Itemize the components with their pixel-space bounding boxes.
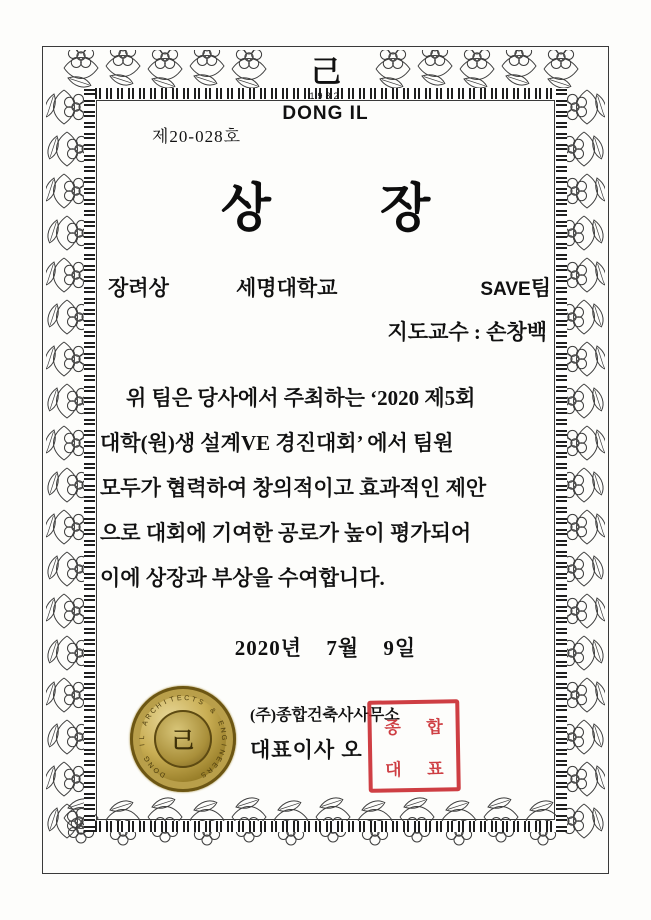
company-logo (100, 55, 551, 125)
greek-key-border-bottom (84, 821, 567, 832)
greek-key-border-left (84, 88, 95, 832)
document-number: 제20-028호 (152, 127, 242, 146)
issue-date-day: 9일 (383, 636, 417, 660)
red-official-stamp (367, 699, 461, 793)
stamp-char: 대 (385, 759, 402, 781)
stamp-char: 합 (426, 716, 444, 738)
issue-date (100, 632, 551, 662)
page-title: 상 장 (220, 181, 479, 238)
advisor-label: 지도교수 : (387, 320, 481, 344)
gold-seal-emblem (130, 686, 236, 792)
gold-seal-center-mark: 己 (154, 710, 212, 768)
body-line: 이에 상장과 부상을 수여합니다. (100, 566, 385, 590)
signature-name: 오 (341, 738, 363, 762)
greek-key-border-right (556, 88, 567, 832)
body-line: 모두가 협력하여 창의적이고 효과적인 제안 (100, 476, 487, 500)
logo-year: 1982 (309, 91, 342, 101)
issue-date-year: 2020년 (234, 636, 303, 660)
logo-company-name: DONG IL (282, 103, 369, 124)
gold-seal-ring-text: D O N G I L A R C H I T E C T S & E N G I N E E R S (138, 694, 228, 779)
award-team-name-text: SAVE (480, 279, 531, 300)
stamp-char: 표 (427, 758, 444, 780)
signature-title: 대표이사 (250, 738, 336, 762)
award-team-name (480, 272, 551, 302)
body-line: 위 팀은 당사에서 주최하는 ‘2020 제5회 (126, 386, 476, 410)
award-organization: 세명대학교 (236, 276, 338, 300)
award-recipient-row (108, 272, 551, 302)
signature-company: (주)종합건축사사무소 (250, 707, 400, 724)
issue-date-month: 7월 (326, 636, 360, 660)
advisor-name: 손창백 (486, 320, 547, 344)
award-team-suffix: 팀 (530, 276, 551, 300)
award-grade: 장려상 (108, 276, 169, 300)
certificate-content (100, 55, 551, 816)
award-body-text (100, 376, 551, 601)
body-line: 으로 대회에 기여한 공로가 높이 평가되어 (100, 521, 472, 545)
stamp-char: 종 (384, 717, 402, 739)
advisor-row (388, 316, 548, 346)
body-line: 대학(원)생 설계VE 경진대회’ 에서 팀원 (100, 431, 454, 455)
logo-mark-icon: 己 (311, 55, 340, 90)
